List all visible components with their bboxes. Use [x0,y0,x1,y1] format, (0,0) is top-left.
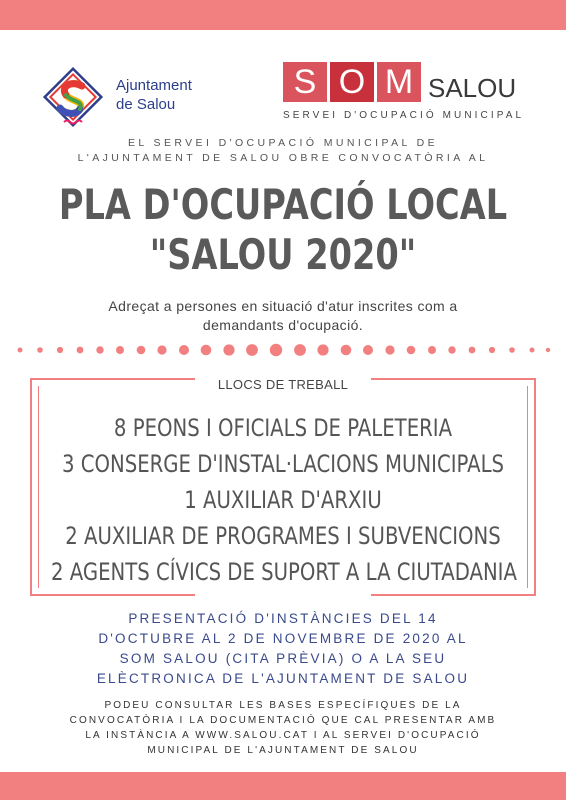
som-subtitle: SERVEI D'OCUPACIÓ MUNICIPAL [283,110,525,121]
som-letter-m: M [377,62,421,102]
intro-text [0,136,566,166]
consult-line3: LA INSTÀNCIA A WWW.SALOU.CAT I AL SERVEI D'OCUPACIÓ [85,730,481,741]
subtitle-line2: demandants d'ocupació. [202,317,364,333]
job-item: 3 CONSERGE D'INSTAL·LACIONS MUNICIPALS [61,450,505,478]
presentation-line4: ELÈCTRONICA DE L'AJUNTAMENT DE SALOU [96,671,470,686]
som-letter-o: O [330,62,374,102]
job-item: 8 PEONS I OFICIALS DE PALETERIA [113,414,453,442]
consult-line2: CONVOCATÒRIA I LA DOCUMENTACIÓ QUE CAL PRESENTAR AMB [69,715,497,726]
intro-line2: L'AJUNTAMENT DE SALOU OBRE CONVOCATÒRIA AL [77,152,489,164]
page-title [57,180,510,280]
title-line1: PLA D'OCUPACIÓ LOCAL [58,180,508,229]
audience-text [0,297,566,335]
intro-line1: EL SERVEI D'OCUPACIÓ MUNICIPAL DE [127,137,439,149]
top-band [0,0,566,30]
ajuntament-line2: de Salou [116,96,176,113]
ajuntament-line1: Ajuntament [116,77,192,94]
subtitle-line1: Adreçat a persones en situació d'atur inscrites com a [108,298,458,314]
jobs-list [0,410,566,590]
som-salou-word: SALOU [428,73,517,103]
consult-line4: MUNICIPAL DE L'AJUNTAMENT DE SALOU [147,745,419,756]
jobs-heading: LLOCS DE TREBALL [217,377,349,392]
consult-text [0,698,566,758]
job-item: 2 AGENTS CÍVICS DE SUPORT A LA CIUTADANIA [50,558,517,586]
presentation-line3: SOM SALOU (CITA PRÈVIA) O A LA SEU [119,651,447,666]
consult-line1: PODEU CONSULTAR LES BASES ESPECÍFIQUES DE LA [104,700,462,711]
som-salou-logo [283,62,516,102]
bottom-band [0,772,566,800]
presentation-text [0,609,566,689]
presentation-line2: D'OCTUBRE AL 2 DE NOVEMBRE DE 2020 AL [98,631,468,646]
presentation-line1: PRESENTACIÓ D'INSTÀNCIES DEL 14 [128,611,438,626]
som-letter-s: S [283,62,327,102]
ajuntament-name [116,76,192,114]
job-item: 1 AUXILIAR D'ARXIU [184,486,382,514]
job-item: 2 AUXILIAR DE PROGRAMES I SUBVENCIONS [65,522,501,550]
dotted-divider [14,340,552,360]
title-line2: "SALOU 2020" [149,230,417,279]
ajuntament-logo-icon [40,64,106,130]
